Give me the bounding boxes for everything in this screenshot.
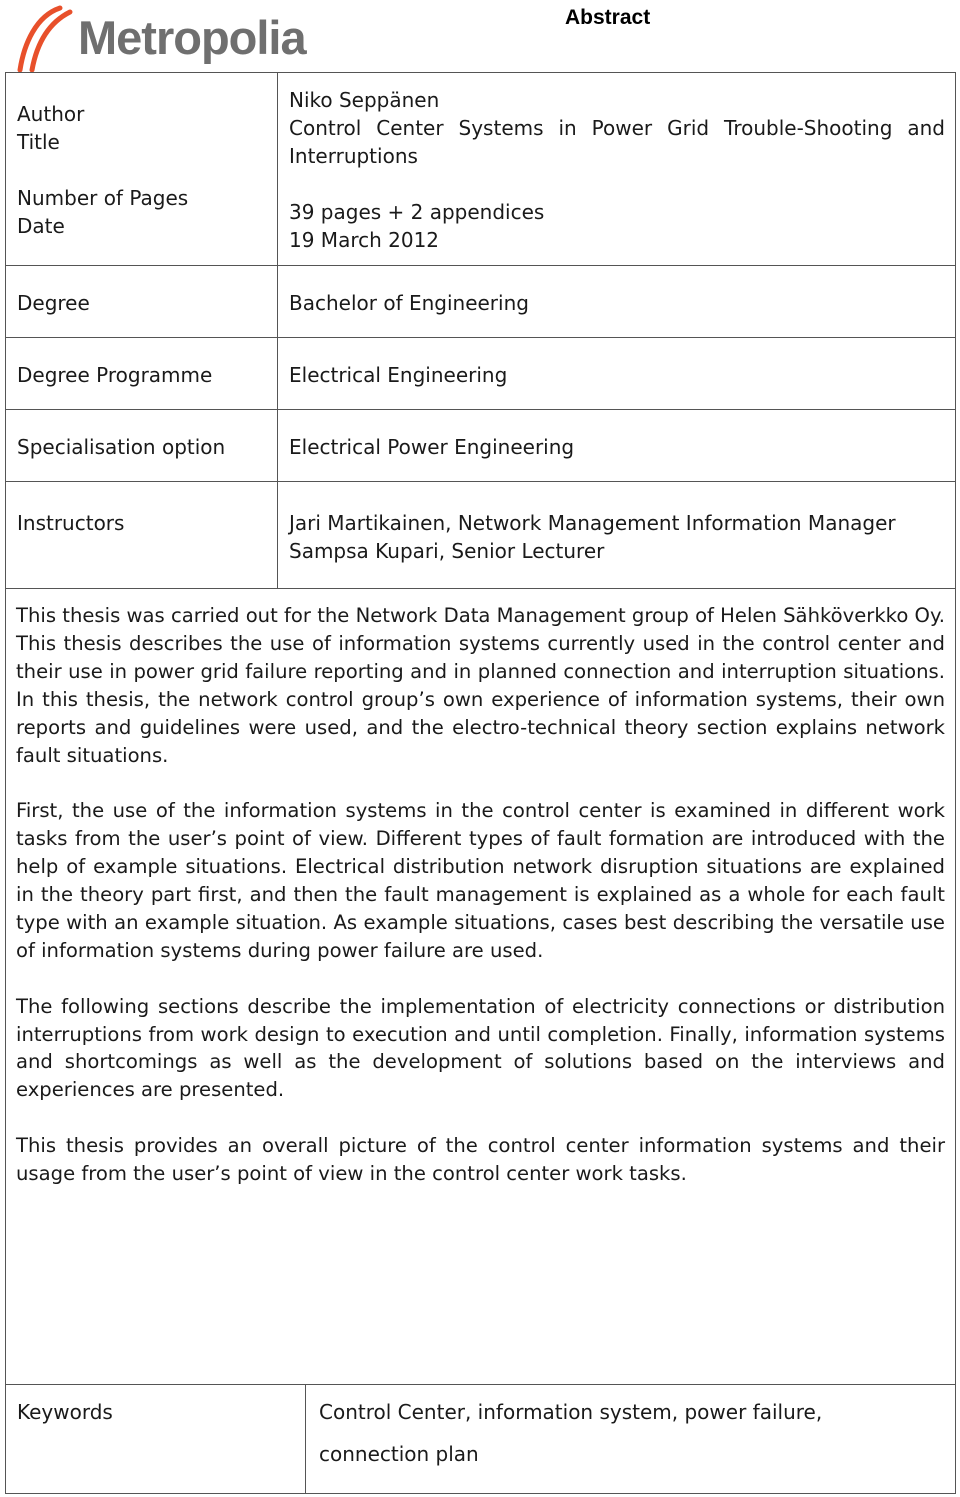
divider xyxy=(5,409,956,410)
date-label: Date xyxy=(17,214,65,238)
logo-text: Metropolia xyxy=(78,11,306,64)
specialisation-value: Electrical Power Engineering xyxy=(289,435,575,459)
author-label: Author xyxy=(17,102,85,126)
programme-label: Degree Programme xyxy=(17,363,213,387)
page-title: Abstract xyxy=(565,6,651,29)
column-divider xyxy=(305,1384,306,1494)
specialisation-label: Specialisation option xyxy=(17,435,226,459)
instructor-2: Sampsa Kupari, Senior Lecturer xyxy=(289,539,605,563)
programme-value: Electrical Engineering xyxy=(289,363,508,387)
divider xyxy=(5,481,956,482)
abstract-paragraph: First, the use of the information systems in the control center is examined in different work tasks from the user’s point of view. Different types of fault formation are introduced with the help of example situations. Electrical distribution network disruption situations are explained in the theory part first, and then the fault management is explained as a whole for each fault type with an example situation. As example situations, cases best describing the versatile use of information systems during power failure are used. xyxy=(16,799,945,962)
metropolia-logo xyxy=(14,4,324,72)
abstract-paragraph: This thesis was carried out for the Network Data Management group of Helen Sähköverkko Oy. This thesis describes the use of information systems currently used in the control center and their use in power grid failure reporting and in planned connection and interruption situations. In this thesis, the network control group’s own experience of information systems, their own reports and guidelines were used, and the electro-technical theory section explains network fault situations. xyxy=(16,604,945,767)
divider xyxy=(5,1384,956,1385)
pages-label: Number of Pages xyxy=(17,186,189,210)
divider xyxy=(5,265,956,266)
logo-mark-icon xyxy=(14,4,84,74)
instructors-label: Instructors xyxy=(17,511,125,535)
divider xyxy=(5,337,956,338)
title-label: Title xyxy=(17,130,60,154)
keywords-value: Control Center, information system, power failure, connection plan xyxy=(319,1400,823,1466)
abstract-paragraph: The following sections describe the implementation of electricity connections or distribution interruptions from work design to execution and until completion. Finally, information systems and shortcomings as well as the development of solutions based on the interviews and experiences are presented. xyxy=(16,994,945,1102)
abstract-body xyxy=(16,602,945,1216)
column-divider xyxy=(277,72,278,588)
date-value: 19 March 2012 xyxy=(289,228,440,252)
divider xyxy=(5,588,956,589)
pages-value: 39 pages + 2 appendices xyxy=(289,200,545,224)
degree-value: Bachelor of Engineering xyxy=(289,291,529,315)
degree-label: Degree xyxy=(17,291,90,315)
abstract-paragraph: This thesis provides an overall picture of the control center information systems and their usage from the user’s point of view in the control center work tasks. xyxy=(16,1134,945,1186)
keywords-label: Keywords xyxy=(17,1400,113,1424)
author-value: Niko Seppänen xyxy=(289,88,440,112)
instructor-1: Jari Martikainen, Network Management Information Manager xyxy=(289,511,896,535)
title-value: Control Center Systems in Power Grid Trouble-Shooting and Interruptions xyxy=(289,116,945,168)
